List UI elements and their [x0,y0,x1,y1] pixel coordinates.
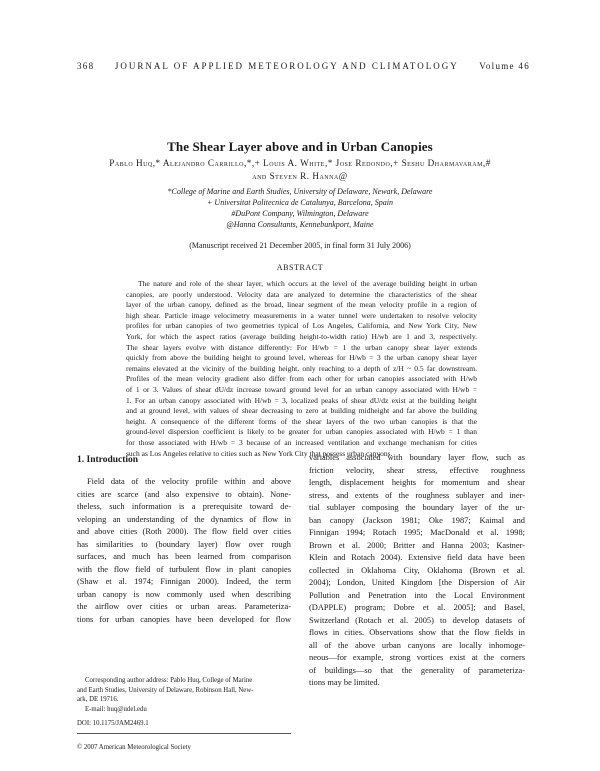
footnote-line: Corresponding author address: Pablo Huq, College of Marine [85,677,253,684]
abstract-line: quickly from above the building height to ground level, whereas for H/wb = 3 the urban canopy shear layer [126,353,477,363]
abstract-line: Profiles of the mean velocity gradient also differ from each other for urban canopies associated with H/wb [126,374,477,384]
abstract-body [126,279,477,459]
body-line: tions for urban canopies have been developed for flow [77,614,291,624]
footnote-line: E-mail: huq@udel.edu [85,705,147,713]
doi-label: DOI: 10.1175/JAM2469.1 [77,720,149,727]
abstract-line: canopies, are poorly understood. Velocity data are analyzed to determine the characteristics of the shear [126,289,477,299]
footnote-line: ark, DE 19716. [77,696,119,703]
body-line: variables associated with boundary layer flow, such as [309,453,525,462]
body-line: theless, such information is a prerequisite toward de- [77,502,291,511]
body-line: the airflow over cities or urban areas. Parameteriza- [77,602,291,611]
body-line: surfaces, and much has been learned from comparison [77,552,291,561]
abstract-line: remains elevated at the vicinity of the building height, only reaching to a depth of z/H ~ 0.5 far downstream. [126,363,477,373]
abstract-line: and at ground level, with values of shear decreasing to zero at building midheight and far above the building [126,406,477,416]
page-number: 368 [77,61,95,71]
abstract-line: ground-level dispersion coefficient is likely to be greater for urban canopies associated with H/wb = 1 than [126,427,477,437]
author-line: Pablo Huq,* Alejandro Carrillo,*,+ Louis A. White,* Jose Redondo,+ Seshu Dharmavaram,# [109,158,491,168]
abstract-line: of 1 or 3. Values of shear dU/dz increase toward ground level for an urban canopy associated with H/wb = [126,384,477,394]
author-line: and Steven R. Hanna@ [252,171,348,181]
abstract-line: profiles for urban canopies of two geometries typical of Los Angeles, California, and New York City, New [126,321,477,331]
body-line: veloping an understanding of the dynamics of flow in [77,514,291,524]
body-line: tions may be limited. [309,678,380,687]
paper-title: The Shear Layer above and in Urban Canopies [167,139,433,154]
footnote-line: and Earth Studies, University of Delaware, Robinson Hall, New- [77,686,254,694]
affiliation-list [80,186,520,230]
correspondence-footnote [77,676,291,714]
body-line: Klein and Rotach 2004). Extensive field data have been [309,553,525,562]
affiliation: @Hanna Consultants, Kennebunkport, Maine [226,220,374,229]
author-list [80,157,520,183]
body-line: stress, and extents of the roughness sublayer and iner- [309,490,525,500]
body-line: with the flow field of turbulent flow in plant canopies [77,564,291,574]
abstract-line: 1. For an urban canopy associated with H/wb = 3, localized peaks of shear dU/dz exist at the building height [126,395,477,405]
affiliation: *College of Marine and Earth Studies, University of Delaware, Newark, Delaware [167,187,433,196]
abstract-line: such as Los Angeles relative to cities such as New York City that possess urban canyons. [126,448,393,458]
abstract-heading: ABSTRACT [276,263,324,272]
abstract-line: The shear layers evolve with distance differently: For H/wb = 1 the urban canopy shear layer extends [126,342,477,352]
body-line: length, displacement heights for momentum and shear [309,478,525,487]
body-line: of buildings—so that the generality of parameteriza- [309,665,525,675]
body-line: tial sublayer composing the boundary layer of the ur- [309,503,525,512]
section-heading: 1. Introduction [77,455,139,465]
abstract-line: York, for which the aspect ratios (average building height-to-width ratio) H/wb are 1 and 3, respectively. [126,331,477,341]
abstract-line: layer of the urban canopy, defined as the broad, linear segment of the mean velocity profile in a region of [126,300,477,310]
body-column-right [309,452,525,690]
body-line: Finnigan 1994; Rotach 1995; MacDonald et al. 1998; [309,528,525,537]
abstract-line: high shear. Particle image velocimetry measurements in a water tunnel were undertaken to resolve velocity [126,310,477,320]
body-line: (Shaw et al. 1974; Finnigan 2000). Indeed, the term [77,577,291,586]
affiliation: + Universitat Politecnica de Catalunya, Barcelona, Spain [207,198,393,207]
body-line: neous—for example, strong vortices exist at the corners [309,653,525,662]
body-line: and above cities (Roth 2000). The flow field over cities [77,527,291,536]
body-line: urban canopy is now commonly used when describing [77,589,291,599]
body-line: 2004); London, United Kingdom [the Dispersion of Air [309,578,525,587]
abstract-line: height. A consequence of the different forms of the shear layers of the two urban canopies is that the [126,416,477,426]
body-line: Switzerland (Rotach et al. 2005) to develop datasets of [309,615,525,625]
manuscript-dates: (Manuscript received 21 December 2005, in final form 31 July 2006) [189,241,411,250]
body-line: collected in Oklahoma City, Oklahoma (Brown et al. [309,565,525,575]
body-line: has similarities to (boundary layer) flow over rough [77,539,291,549]
running-header [77,61,530,71]
copyright-notice: © 2007 American Meteorological Society [77,744,191,751]
body-line: all of the above urban canyons are locally inhomoge- [309,640,525,650]
body-line: friction velocity, shear stress, effective roughness [309,465,525,475]
body-line: ban canopy (Jackson 1981; Oke 1987; Kaimal and [309,515,525,525]
body-line: (DAPPLE) program; Dobre et al. 2005]; and Basel, [309,603,525,612]
body-column-left [77,476,291,626]
abstract-line: The nature and role of the shear layer, which occurs at the level of the average building height in urban [138,279,477,288]
affiliation: #DuPont Company, Wilmington, Delaware [231,209,369,218]
body-line: Field data of the velocity profile within and above [87,477,291,486]
body-line: Pollution and Penetration into the Local Environment [309,590,525,600]
volume-label: Volume 46 [479,61,530,71]
body-line: Brown et al. 2000; Britter and Hanna 2003; Kastner- [309,540,525,550]
body-line: flows in cities. Observations show that the flow fields in [309,628,525,637]
journal-name: JOURNAL OF APPLIED METEOROLOGY AND CLIMATOLOGY [114,61,459,71]
footer-divider [77,733,291,734]
abstract-line: for those associated with H/wb = 3 because of an increased ventilation and exchange mechanism for cities [126,437,477,447]
body-line: cities are scarce (and also expensive to obtain). None- [77,489,291,499]
